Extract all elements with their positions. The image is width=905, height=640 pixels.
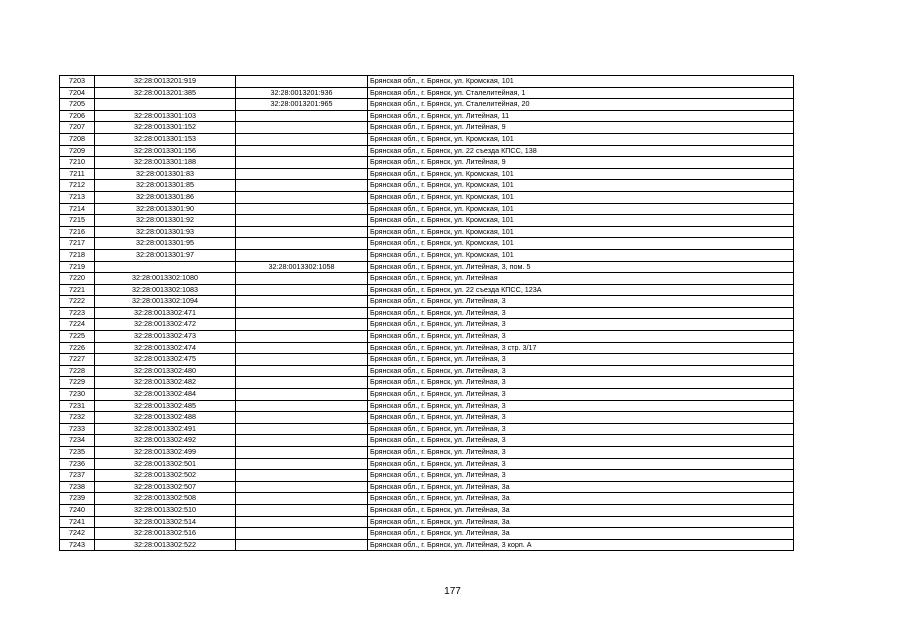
address-cell: Брянская обл., г. Брянск, ул. Кромская, 101 [368, 226, 794, 238]
related-cadastral-number-cell [236, 122, 368, 134]
address-cell: Брянская обл., г. Брянск, ул. Литейная, 11 [368, 110, 794, 122]
cadastral-number-cell: 32:28:0013302:475 [95, 354, 236, 366]
related-cadastral-number-cell [236, 249, 368, 261]
cadastral-number-cell: 32:28:0013301:95 [95, 238, 236, 250]
address-cell: Брянская обл., г. Брянск, ул. Литейная, 3 корп. А [368, 539, 794, 551]
related-cadastral-number-cell [236, 133, 368, 145]
table-row [60, 528, 794, 540]
address-cell: Брянская обл., г. Брянск, ул. Литейная, 3 [368, 435, 794, 447]
table-row [60, 99, 794, 111]
row-number-cell: 7228 [60, 365, 95, 377]
row-number-cell: 7241 [60, 516, 95, 528]
table-row [60, 400, 794, 412]
table-row [60, 504, 794, 516]
cadastral-number-cell [95, 99, 236, 111]
address-cell: Брянская обл., г. Брянск, ул. Литейная, 3 [368, 365, 794, 377]
address-cell: Брянская обл., г. Брянск, ул. Литейная, 3 [368, 470, 794, 482]
row-number-cell: 7215 [60, 215, 95, 227]
table-row [60, 296, 794, 308]
row-number-cell: 7219 [60, 261, 95, 273]
related-cadastral-number-cell [236, 331, 368, 343]
row-number-cell: 7226 [60, 342, 95, 354]
table-row [60, 180, 794, 192]
cadastral-number-cell: 32:28:0013302:472 [95, 319, 236, 331]
table-row [60, 238, 794, 250]
register-table [59, 75, 794, 551]
cadastral-number-cell: 32:28:0013302:514 [95, 516, 236, 528]
table-row [60, 447, 794, 459]
address-cell: Брянская обл., г. Брянск, ул. Литейная, 3 [368, 412, 794, 424]
related-cadastral-number-cell [236, 191, 368, 203]
table-row [60, 354, 794, 366]
row-number-cell: 7203 [60, 76, 95, 88]
cadastral-number-cell: 32:28:0013201:919 [95, 76, 236, 88]
related-cadastral-number-cell [236, 493, 368, 505]
address-cell: Брянская обл., г. Брянск, ул. Кромская, 101 [368, 191, 794, 203]
table-row [60, 377, 794, 389]
related-cadastral-number-cell [236, 435, 368, 447]
related-cadastral-number-cell: 32:28:0013201:936 [236, 87, 368, 99]
address-cell: Брянская обл., г. Брянск, ул. Литейная, 3, пом. 5 [368, 261, 794, 273]
address-cell: Брянская обл., г. Брянск, ул. Литейная, 9 [368, 157, 794, 169]
cadastral-number-cell: 32:28:0013301:153 [95, 133, 236, 145]
address-cell: Брянская обл., г. Брянск, ул. Литейная, 3 [368, 400, 794, 412]
related-cadastral-number-cell [236, 145, 368, 157]
address-cell: Брянская обл., г. Брянск, ул. Кромская, 101 [368, 168, 794, 180]
row-number-cell: 7210 [60, 157, 95, 169]
related-cadastral-number-cell [236, 284, 368, 296]
address-cell: Брянская обл., г. Брянск, ул. Кромская, 101 [368, 249, 794, 261]
table-row [60, 412, 794, 424]
address-cell: Брянская обл., г. Брянск, ул. Литейная, 3а [368, 504, 794, 516]
cadastral-number-cell: 32:28:0013301:83 [95, 168, 236, 180]
row-number-cell: 7230 [60, 389, 95, 401]
table-row [60, 481, 794, 493]
related-cadastral-number-cell [236, 273, 368, 285]
cadastral-number-cell: 32:28:0013301:97 [95, 249, 236, 261]
related-cadastral-number-cell [236, 539, 368, 551]
cadastral-number-cell: 32:28:0013302:471 [95, 307, 236, 319]
row-number-cell: 7204 [60, 87, 95, 99]
table-row [60, 307, 794, 319]
row-number-cell: 7220 [60, 273, 95, 285]
row-number-cell: 7216 [60, 226, 95, 238]
row-number-cell: 7231 [60, 400, 95, 412]
related-cadastral-number-cell [236, 412, 368, 424]
table-row [60, 435, 794, 447]
address-cell: Брянская обл., г. Брянск, ул. Кромская, 101 [368, 180, 794, 192]
address-cell: Брянская обл., г. Брянск, ул. Литейная, 3 [368, 331, 794, 343]
address-cell: Брянская обл., г. Брянск, ул. Литейная, 3 [368, 377, 794, 389]
register-table-body [60, 76, 794, 551]
cadastral-number-cell: 32:28:0013301:93 [95, 226, 236, 238]
cadastral-number-cell: 32:28:0013302:516 [95, 528, 236, 540]
table-row [60, 122, 794, 134]
related-cadastral-number-cell [236, 319, 368, 331]
related-cadastral-number-cell [236, 365, 368, 377]
row-number-cell: 7237 [60, 470, 95, 482]
table-row [60, 365, 794, 377]
row-number-cell: 7217 [60, 238, 95, 250]
row-number-cell: 7243 [60, 539, 95, 551]
related-cadastral-number-cell [236, 180, 368, 192]
table-row [60, 215, 794, 227]
address-cell: Брянская обл., г. Брянск, ул. Литейная, 3а [368, 493, 794, 505]
row-number-cell: 7240 [60, 504, 95, 516]
address-cell: Брянская обл., г. Брянск, ул. Кромская, 101 [368, 133, 794, 145]
row-number-cell: 7229 [60, 377, 95, 389]
related-cadastral-number-cell [236, 528, 368, 540]
table-row [60, 203, 794, 215]
row-number-cell: 7208 [60, 133, 95, 145]
row-number-cell: 7233 [60, 423, 95, 435]
cadastral-number-cell: 32:28:0013302:522 [95, 539, 236, 551]
table-row [60, 273, 794, 285]
cadastral-number-cell: 32:28:0013302:492 [95, 435, 236, 447]
related-cadastral-number-cell [236, 447, 368, 459]
address-cell: Брянская обл., г. Брянск, ул. Кромская, 101 [368, 76, 794, 88]
related-cadastral-number-cell: 32:28:0013302:1058 [236, 261, 368, 273]
table-row [60, 423, 794, 435]
cadastral-number-cell: 32:28:0013302:473 [95, 331, 236, 343]
related-cadastral-number-cell [236, 168, 368, 180]
row-number-cell: 7224 [60, 319, 95, 331]
row-number-cell: 7214 [60, 203, 95, 215]
address-cell: Брянская обл., г. Брянск, ул. Литейная, 3 [368, 354, 794, 366]
table-row [60, 342, 794, 354]
row-number-cell: 7242 [60, 528, 95, 540]
related-cadastral-number-cell [236, 354, 368, 366]
related-cadastral-number-cell [236, 458, 368, 470]
cadastral-number-cell: 32:28:0013301:90 [95, 203, 236, 215]
cadastral-number-cell: 32:28:0013201:385 [95, 87, 236, 99]
cadastral-number-cell: 32:28:0013302:507 [95, 481, 236, 493]
table-row [60, 87, 794, 99]
related-cadastral-number-cell [236, 516, 368, 528]
related-cadastral-number-cell [236, 238, 368, 250]
table-row [60, 331, 794, 343]
related-cadastral-number-cell [236, 76, 368, 88]
address-cell: Брянская обл., г. Брянск, ул. Литейная, 3 стр. 3/17 [368, 342, 794, 354]
cadastral-number-cell: 32:28:0013301:86 [95, 191, 236, 203]
cadastral-number-cell: 32:28:0013302:1094 [95, 296, 236, 308]
table-row [60, 191, 794, 203]
cadastral-number-cell: 32:28:0013302:502 [95, 470, 236, 482]
address-cell: Брянская обл., г. Брянск, ул. Литейная, 3 [368, 296, 794, 308]
related-cadastral-number-cell [236, 400, 368, 412]
related-cadastral-number-cell [236, 470, 368, 482]
cadastral-number-cell: 32:28:0013301:103 [95, 110, 236, 122]
address-cell: Брянская обл., г. Брянск, ул. Литейная, 9 [368, 122, 794, 134]
row-number-cell: 7238 [60, 481, 95, 493]
table-row [60, 76, 794, 88]
related-cadastral-number-cell [236, 481, 368, 493]
related-cadastral-number-cell [236, 203, 368, 215]
table-row [60, 133, 794, 145]
row-number-cell: 7236 [60, 458, 95, 470]
address-cell: Брянская обл., г. Брянск, ул. Кромская, 101 [368, 203, 794, 215]
table-row [60, 145, 794, 157]
address-cell: Брянская обл., г. Брянск, ул. Сталелитейная, 20 [368, 99, 794, 111]
row-number-cell: 7209 [60, 145, 95, 157]
related-cadastral-number-cell [236, 423, 368, 435]
row-number-cell: 7213 [60, 191, 95, 203]
cadastral-number-cell: 32:28:0013302:499 [95, 447, 236, 459]
cadastral-number-cell: 32:28:0013302:510 [95, 504, 236, 516]
address-cell: Брянская обл., г. Брянск, ул. Кромская, 101 [368, 215, 794, 227]
cadastral-number-cell: 32:28:0013302:508 [95, 493, 236, 505]
cadastral-number-cell: 32:28:0013302:1083 [95, 284, 236, 296]
cadastral-number-cell: 32:28:0013301:156 [95, 145, 236, 157]
cadastral-number-cell: 32:28:0013301:152 [95, 122, 236, 134]
table-row [60, 389, 794, 401]
related-cadastral-number-cell [236, 157, 368, 169]
table-row [60, 226, 794, 238]
related-cadastral-number-cell [236, 504, 368, 516]
row-number-cell: 7207 [60, 122, 95, 134]
related-cadastral-number-cell [236, 226, 368, 238]
cadastral-number-cell: 32:28:0013302:482 [95, 377, 236, 389]
table-row [60, 539, 794, 551]
related-cadastral-number-cell [236, 342, 368, 354]
row-number-cell: 7205 [60, 99, 95, 111]
row-number-cell: 7206 [60, 110, 95, 122]
address-cell: Брянская обл., г. Брянск, ул. Литейная, 3 [368, 307, 794, 319]
cadastral-number-cell: 32:28:0013302:480 [95, 365, 236, 377]
address-cell: Брянская обл., г. Брянск, ул. Литейная [368, 273, 794, 285]
cadastral-number-cell: 32:28:0013302:484 [95, 389, 236, 401]
cadastral-number-cell: 32:28:0013302:474 [95, 342, 236, 354]
row-number-cell: 7218 [60, 249, 95, 261]
address-cell: Брянская обл., г. Брянск, ул. Сталелитейная, 1 [368, 87, 794, 99]
row-number-cell: 7234 [60, 435, 95, 447]
table-row [60, 249, 794, 261]
row-number-cell: 7212 [60, 180, 95, 192]
row-number-cell: 7222 [60, 296, 95, 308]
table-row [60, 493, 794, 505]
address-cell: Брянская обл., г. Брянск, ул. Литейная, 3а [368, 481, 794, 493]
related-cadastral-number-cell [236, 296, 368, 308]
cadastral-number-cell: 32:28:0013301:188 [95, 157, 236, 169]
cadastral-number-cell: 32:28:0013301:92 [95, 215, 236, 227]
table-row [60, 458, 794, 470]
address-cell: Брянская обл., г. Брянск, ул. Литейная, 3 [368, 458, 794, 470]
row-number-cell: 7223 [60, 307, 95, 319]
table-row [60, 261, 794, 273]
table-row [60, 319, 794, 331]
address-cell: Брянская обл., г. Брянск, ул. Литейная, 3 [368, 319, 794, 331]
related-cadastral-number-cell [236, 377, 368, 389]
address-cell: Брянская обл., г. Брянск, ул. Кромская, 101 [368, 238, 794, 250]
row-number-cell: 7211 [60, 168, 95, 180]
related-cadastral-number-cell [236, 307, 368, 319]
table-row [60, 110, 794, 122]
table-row [60, 516, 794, 528]
table-row [60, 284, 794, 296]
row-number-cell: 7227 [60, 354, 95, 366]
address-cell: Брянская обл., г. Брянск, ул. Литейная, 3 [368, 447, 794, 459]
related-cadastral-number-cell: 32:28:0013201:965 [236, 99, 368, 111]
address-cell: Брянская обл., г. Брянск, ул. 22 съезда КПСС, 138 [368, 145, 794, 157]
page-number: 177 [444, 586, 461, 597]
cadastral-number-cell: 32:28:0013302:485 [95, 400, 236, 412]
related-cadastral-number-cell [236, 215, 368, 227]
related-cadastral-number-cell [236, 389, 368, 401]
cadastral-number-cell: 32:28:0013302:1080 [95, 273, 236, 285]
cadastral-number-cell: 32:28:0013302:491 [95, 423, 236, 435]
cadastral-number-cell: 32:28:0013302:488 [95, 412, 236, 424]
row-number-cell: 7232 [60, 412, 95, 424]
address-cell: Брянская обл., г. Брянск, ул. 22 съезда КПСС, 123А [368, 284, 794, 296]
cadastral-number-cell [95, 261, 236, 273]
cadastral-number-cell: 32:28:0013301:85 [95, 180, 236, 192]
row-number-cell: 7221 [60, 284, 95, 296]
row-number-cell: 7225 [60, 331, 95, 343]
address-cell: Брянская обл., г. Брянск, ул. Литейная, 3 [368, 389, 794, 401]
address-cell: Брянская обл., г. Брянск, ул. Литейная, 3а [368, 528, 794, 540]
table-row [60, 470, 794, 482]
row-number-cell: 7239 [60, 493, 95, 505]
address-cell: Брянская обл., г. Брянск, ул. Литейная, 3а [368, 516, 794, 528]
cadastral-number-cell: 32:28:0013302:501 [95, 458, 236, 470]
table-row [60, 157, 794, 169]
address-cell: Брянская обл., г. Брянск, ул. Литейная, 3 [368, 423, 794, 435]
related-cadastral-number-cell [236, 110, 368, 122]
row-number-cell: 7235 [60, 447, 95, 459]
table-row [60, 168, 794, 180]
